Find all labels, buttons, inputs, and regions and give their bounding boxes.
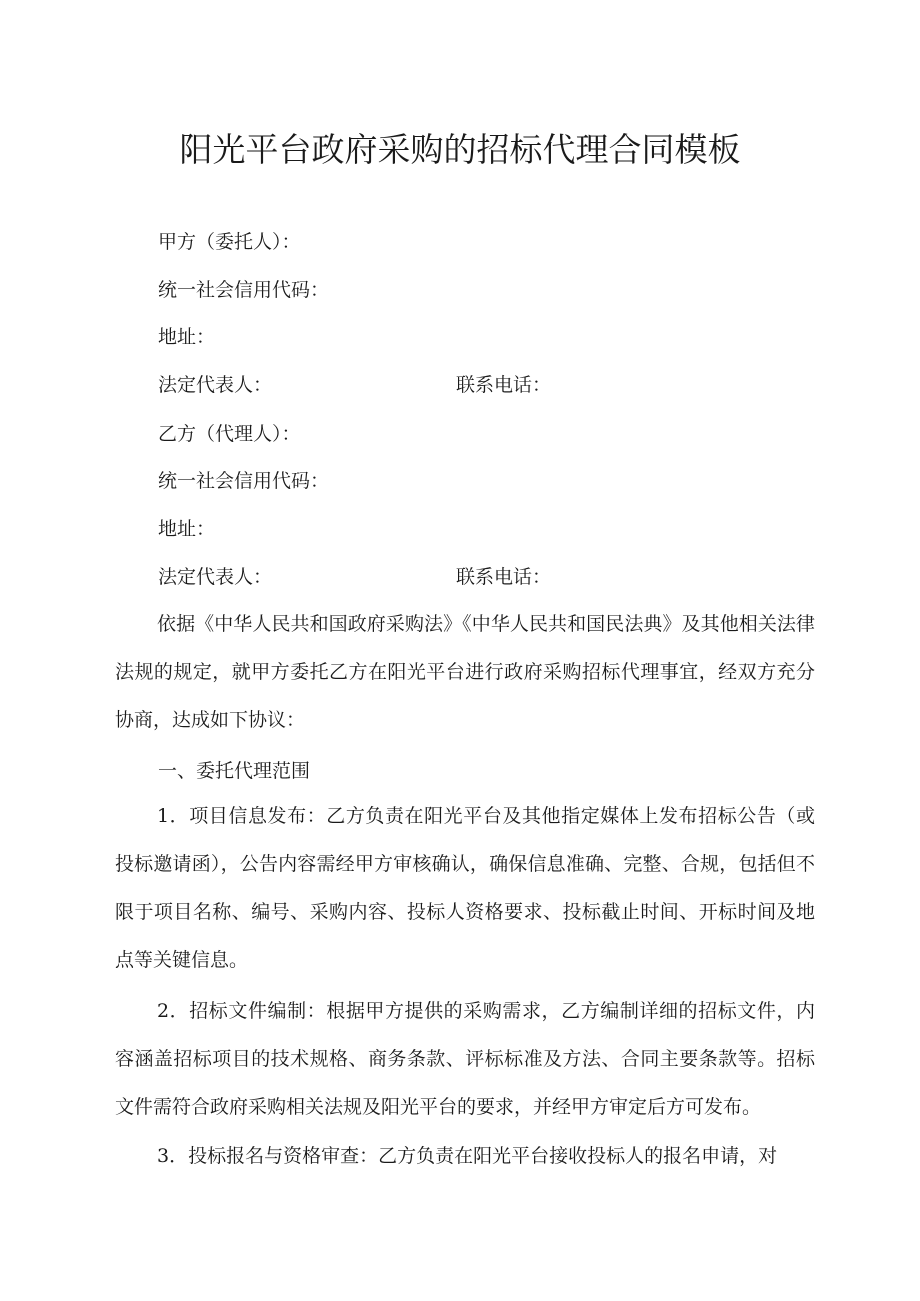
- party-b-legal-rep-label: 法定代表人：: [158, 566, 273, 588]
- party-a-label: 甲方（委托人）：: [158, 231, 301, 253]
- party-a-credit-code-label: 统一社会信用代码：: [158, 279, 330, 301]
- clause-2-paragraph: 2．招标文件编制：根据甲方提供的采购需求，乙方编制详细的招标文件，内容涵盖招标项目的技术规格、商务条款、评标标准及方法、合同主要条款等。招标文件需符合政府采购相关法规及阳光平台的要求，并经甲方审定后方可发布。: [115, 1000, 815, 1118]
- document-title: 阳光平台政府采购的招标代理合同模板: [179, 130, 741, 169]
- party-b-label: 乙方（代理人）：: [158, 423, 301, 445]
- party-a-phone-label: 联系电话：: [456, 374, 552, 396]
- clause-3-paragraph: 3．投标报名与资格审查：乙方负责在阳光平台接收投标人的报名申请，对: [157, 1145, 778, 1167]
- intro-paragraph: 依据《中华人民共和国政府采购法》《中华人民共和国民法典》及其他相关法律法规的规定，就甲方委托乙方在阳光平台进行政府采购招标代理事宜，经双方充分协商，达成如下协议：: [115, 613, 815, 731]
- party-b-address-label: 地址：: [158, 518, 216, 540]
- section-heading-scope: 一、委托代理范围: [158, 760, 311, 782]
- party-b-legal-rep-row: [158, 565, 552, 589]
- party-a-legal-rep-label: 法定代表人：: [158, 374, 273, 396]
- party-b-phone-label: 联系电话：: [456, 566, 552, 588]
- clause-1-paragraph: 1．项目信息发布：乙方负责在阳光平台及其他指定媒体上发布招标公告（或投标邀请函），公告内容需经甲方审核确认，确保信息准确、完整、合规，包括但不限于项目名称、编号、采购内容、投标人资格要求、投标截止时间、开标时间及地点等关键信息。: [115, 805, 815, 971]
- party-a-legal-rep-row: [158, 373, 552, 397]
- party-a-address-label: 地址：: [158, 326, 216, 348]
- party-b-credit-code-label: 统一社会信用代码：: [158, 470, 330, 492]
